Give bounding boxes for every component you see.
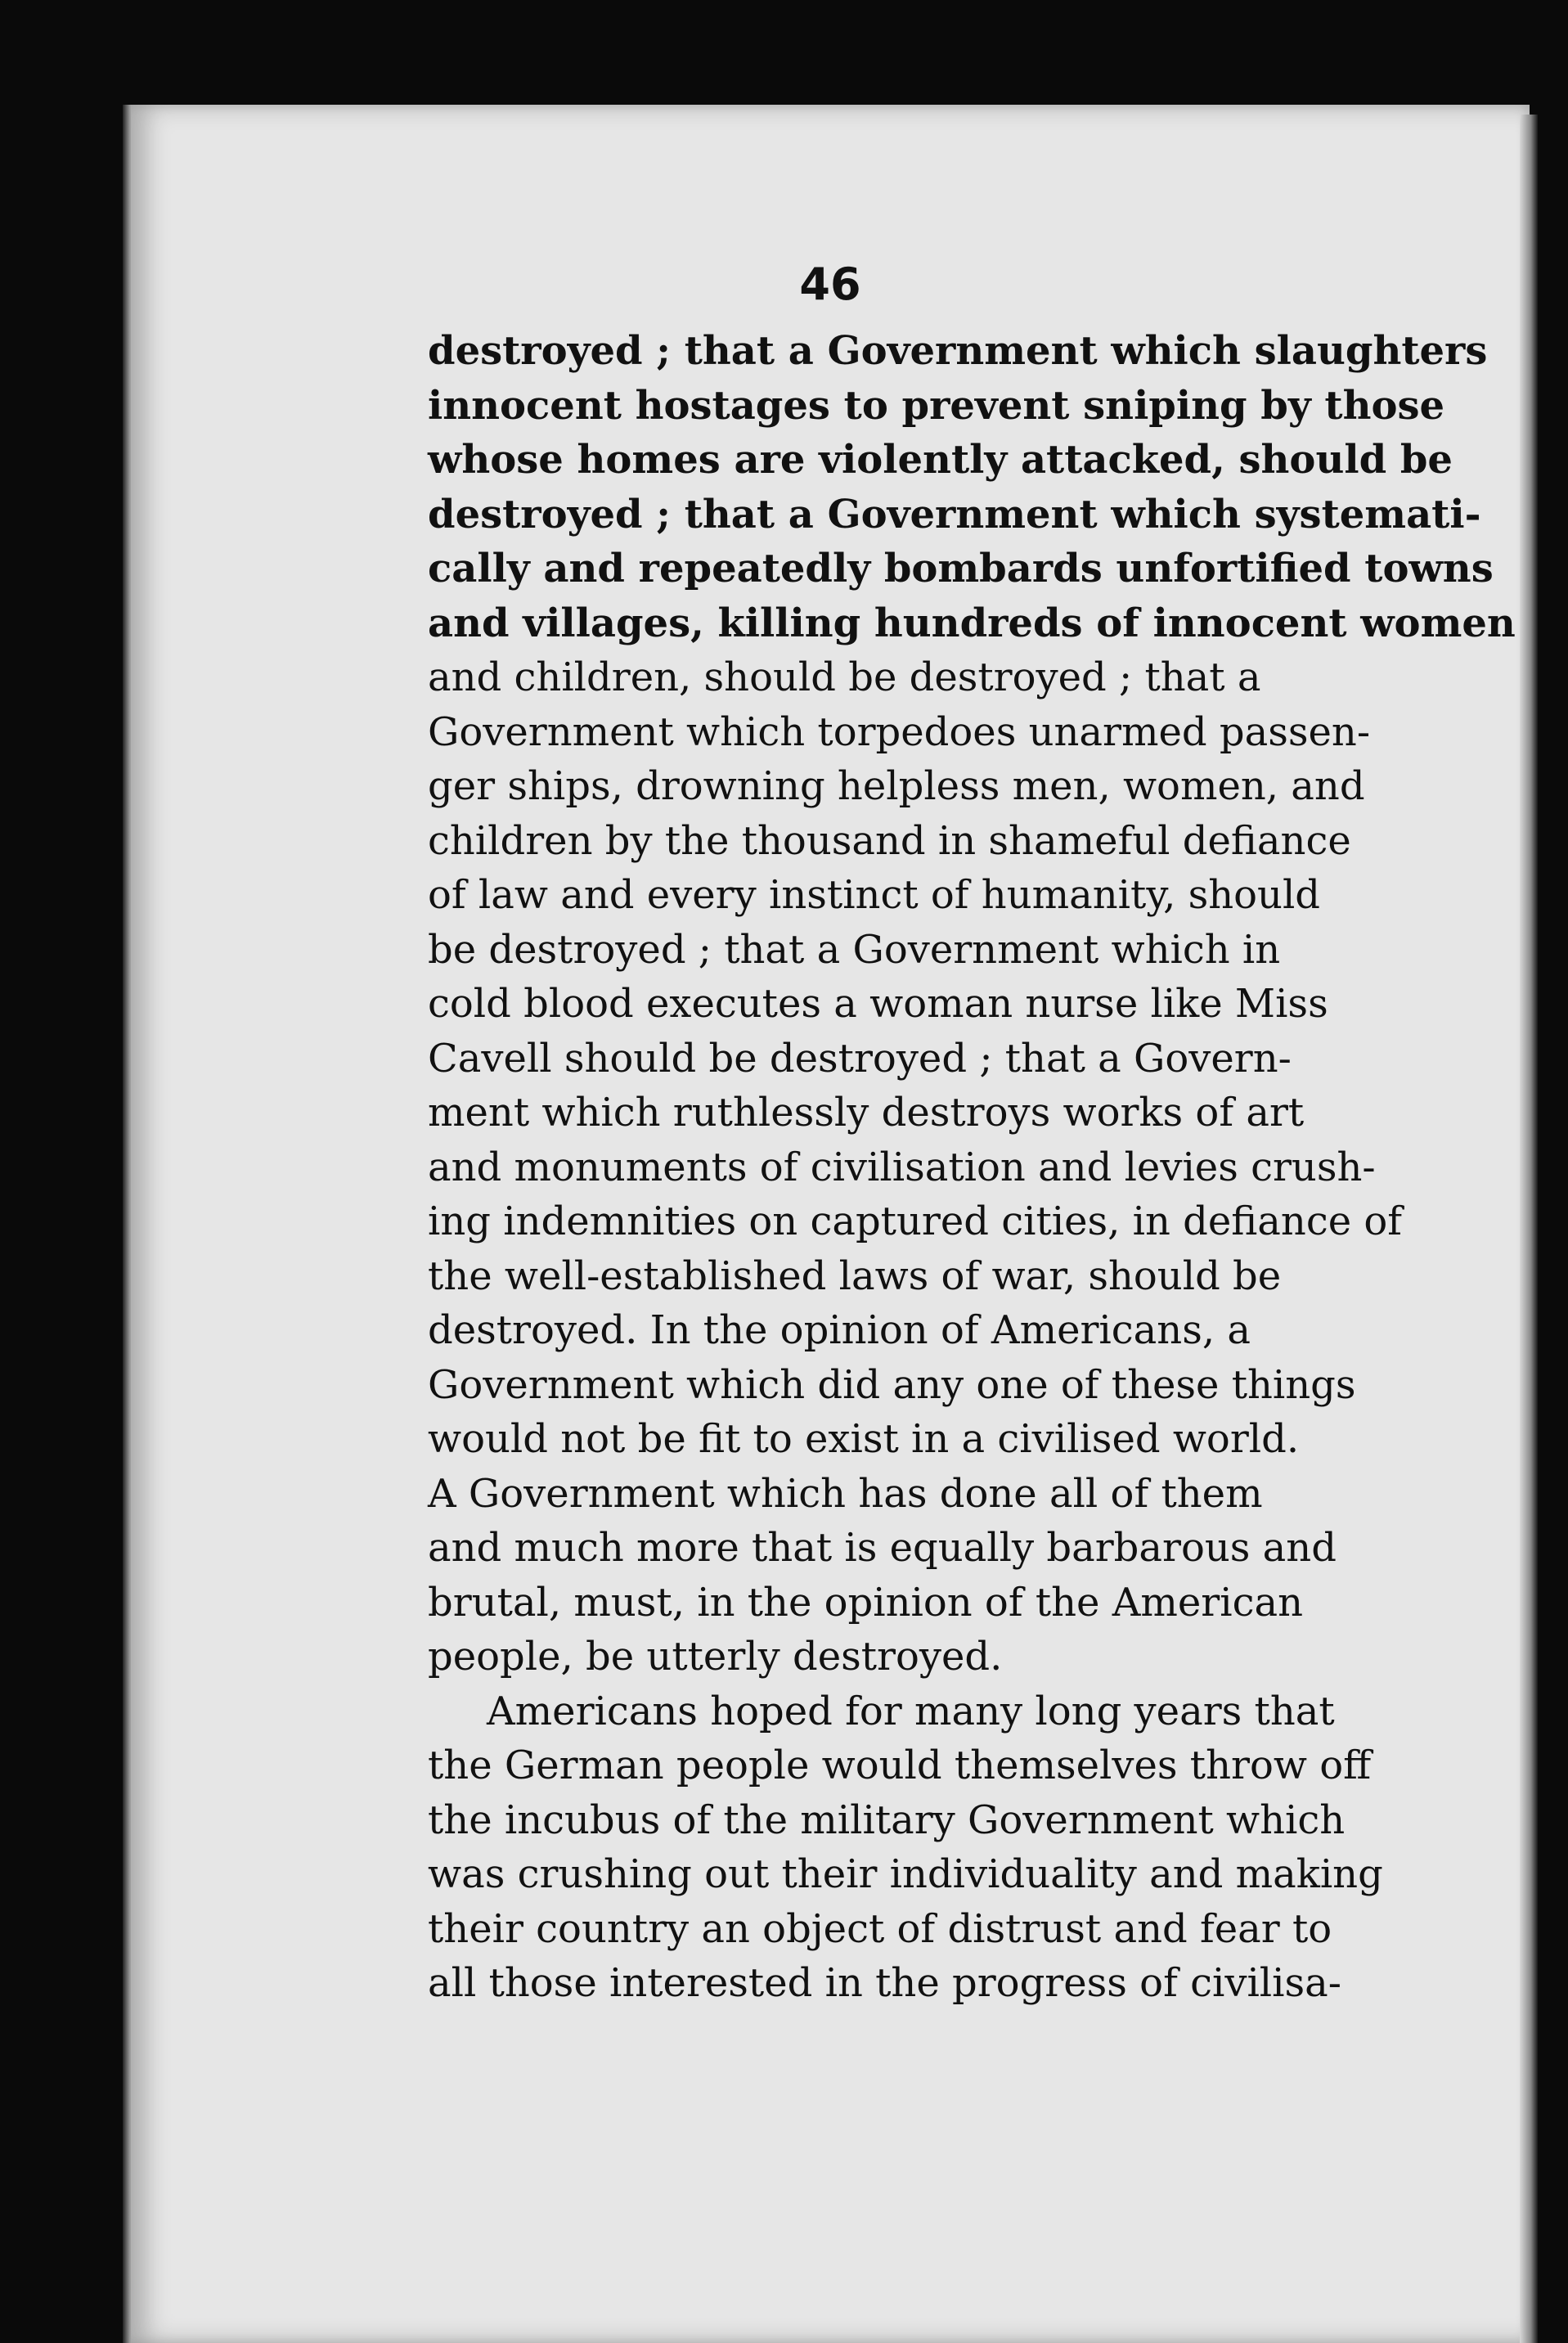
body-text [428, 324, 1516, 2011]
text-line: A Government which has done all of them [428, 1470, 1263, 1517]
paragraph-first-line: Americans hoped for many long years that [487, 1688, 1335, 1734]
text-line: be destroyed ; that a Government which in [428, 926, 1281, 973]
text-line: brutal, must, in the opinion of the American [428, 1579, 1304, 1626]
text-line: people, be utterly destroyed. [428, 1634, 1003, 1680]
text-line: cold blood executes a woman nurse like Miss [428, 981, 1328, 1027]
page-number: 46 [799, 259, 861, 310]
text-line: the German people would themselves throw off [428, 1743, 1372, 1788]
text-line: Government which did any one of these things [428, 1361, 1356, 1408]
text-line: Cavell should be destroyed ; that a Govern- [428, 1035, 1292, 1082]
text-line: the well-established laws of war, should be [428, 1252, 1282, 1299]
text-line: destroyed ; that a Government which slaughters [428, 328, 1488, 374]
text-line: destroyed ; that a Government which systemati- [428, 491, 1481, 537]
text-line: ment which ruthlessly destroys works of art [428, 1090, 1305, 1136]
text-line: was crushing out their individuality and making [428, 1851, 1383, 1897]
text-line: and villages, killing hundreds of innocent women [428, 600, 1516, 646]
text-line: cally and repeatedly bombards unfortified towns [428, 546, 1494, 591]
text-line: and much more that is equally barbarous and [428, 1525, 1337, 1571]
text-line: all those interested in the progress of civilisa- [428, 1960, 1341, 2006]
text-line: the incubus of the military Government which [428, 1797, 1346, 1843]
text-line: their country an object of distrust and fear to [428, 1905, 1332, 1952]
text-line: innocent hostages to prevent sniping by those [428, 382, 1445, 429]
text-line: whose homes are violently attacked, should be [428, 437, 1453, 483]
text-line: ger ships, drowning helpless men, women, and [428, 763, 1365, 809]
text-line: and monuments of civilisation and levies crush- [428, 1144, 1376, 1190]
text-line: destroyed. In the opinion of Americans, a [428, 1307, 1251, 1353]
text-line: Government which torpedoes unarmed passen- [428, 708, 1371, 755]
text-line: ing indemnities on captured cities, in defiance of [428, 1198, 1403, 1244]
page-right-edge [1520, 115, 1538, 2343]
book-page [131, 105, 1530, 2343]
text-line: children by the thousand in shameful defiance [428, 817, 1351, 864]
text-line: and children, should be destroyed ; that a [428, 654, 1261, 700]
text-line: of law and every instinct of humanity, should [428, 872, 1321, 918]
text-line: would not be fit to exist in a civilised world. [428, 1416, 1300, 1462]
